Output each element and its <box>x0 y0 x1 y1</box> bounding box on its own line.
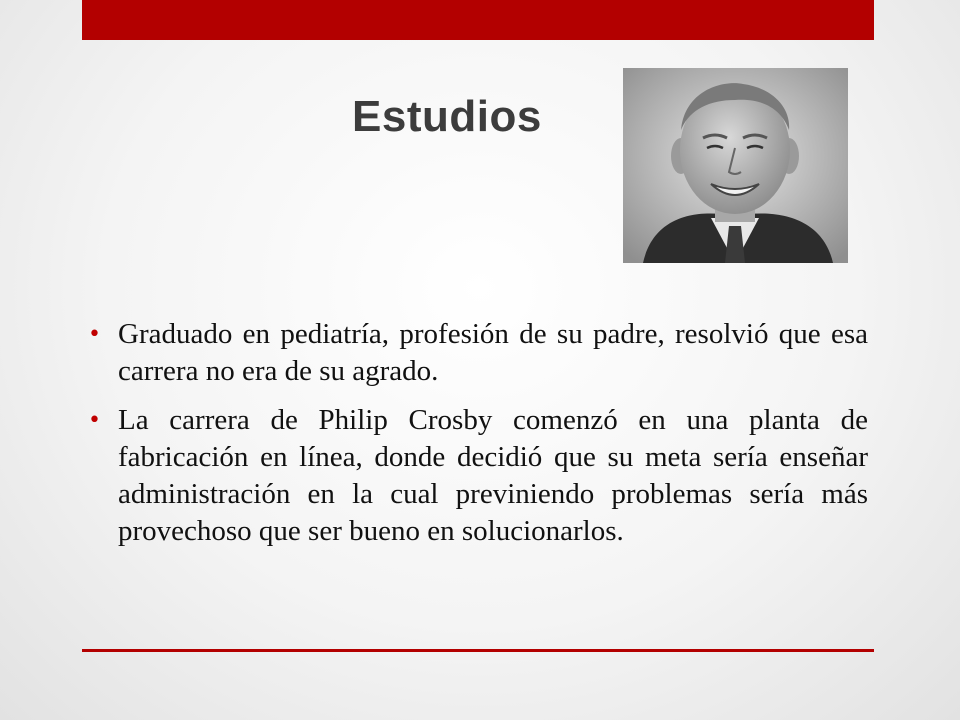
bullet-marker: • <box>88 322 101 347</box>
bullet-list <box>88 316 868 562</box>
slide-title: Estudios <box>352 92 542 141</box>
top-accent-bar <box>82 0 874 40</box>
bullet-marker: • <box>88 408 101 433</box>
bullet-text: Graduado en pediatría, profesión de su padre, resolvió que esa carrera no era de su agrado. <box>118 318 868 387</box>
bullet-item <box>88 402 868 550</box>
portrait-photo <box>623 68 848 263</box>
bullet-item <box>88 316 868 390</box>
bottom-divider <box>82 649 874 652</box>
bullet-text: La carrera de Philip Crosby comenzó en una planta de fabricación en línea, donde decidió que su meta sería enseñar administración en la cual previniendo problemas sería más provechoso que ser bueno en solucionarlos. <box>118 404 868 547</box>
